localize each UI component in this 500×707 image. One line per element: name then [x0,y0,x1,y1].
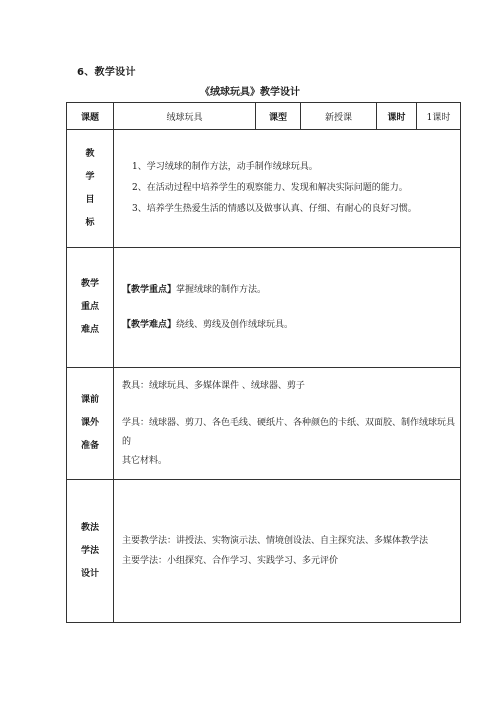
section-heading: 6、教学设计 [77,67,136,78]
lesson-plan-table [66,102,461,623]
objectives-content [114,130,461,248]
document-title: 《绒球玩具》教学设计 [200,87,300,98]
preparation-row [67,368,461,480]
preparation-label: 课前 课外 准备 [67,368,114,480]
topic-value: 绒球玩具 [114,103,256,130]
methods-content [114,480,461,623]
student-materials-line1: 学具：绒球器、剪刀、各色毛线、硬纸片、各种颜色的卡纸、双面胶、制作绒球玩具的 [122,417,456,447]
objectives-row [67,130,461,248]
teaching-methods: 主要教学法：讲授法、实物演示法、情境创设法、自主探究法、多媒体教学法 [122,536,429,546]
teacher-materials: 教具：绒球玩具、多媒体课件 、绒球器、剪子 [122,380,305,391]
learning-methods: 主要学法：小组探究、合作学习、实践学习、多元评价 [122,556,339,566]
objective-item: 3、培养学生热爱生活的情感以及做事认真、仔细、有耐心的良好习惯。 [132,204,417,214]
hours-label: 课时 [377,103,417,130]
objectives-label: 教 学 目 标 [67,130,114,248]
difficulty-line: 【教学难点】绕线、剪线及创作绒球玩具。 [122,319,294,330]
objective-item: 1、学习绒球的制作方法，动手制作绒球玩具。 [132,162,318,172]
objective-item: 2、在活动过程中培养学生的观察能力、发现和解决实际问题的能力。 [132,183,408,193]
preparation-content [114,368,461,480]
header-row [67,103,461,130]
type-label: 课型 [256,103,301,130]
methods-label: 教法 学法 设计 [67,480,114,623]
hours-value: 1课时 [417,103,461,130]
methods-row [67,480,461,623]
topic-label: 课题 [67,103,114,130]
key-point-line: 【教学重点】掌握绒球的制作方法。 [122,284,267,295]
student-materials-line2: 其它材料。 [122,455,168,466]
key-points-content [114,248,461,368]
type-value: 新授课 [301,103,377,130]
key-points-row [67,248,461,368]
key-points-label: 教学 重点 难点 [67,248,114,368]
